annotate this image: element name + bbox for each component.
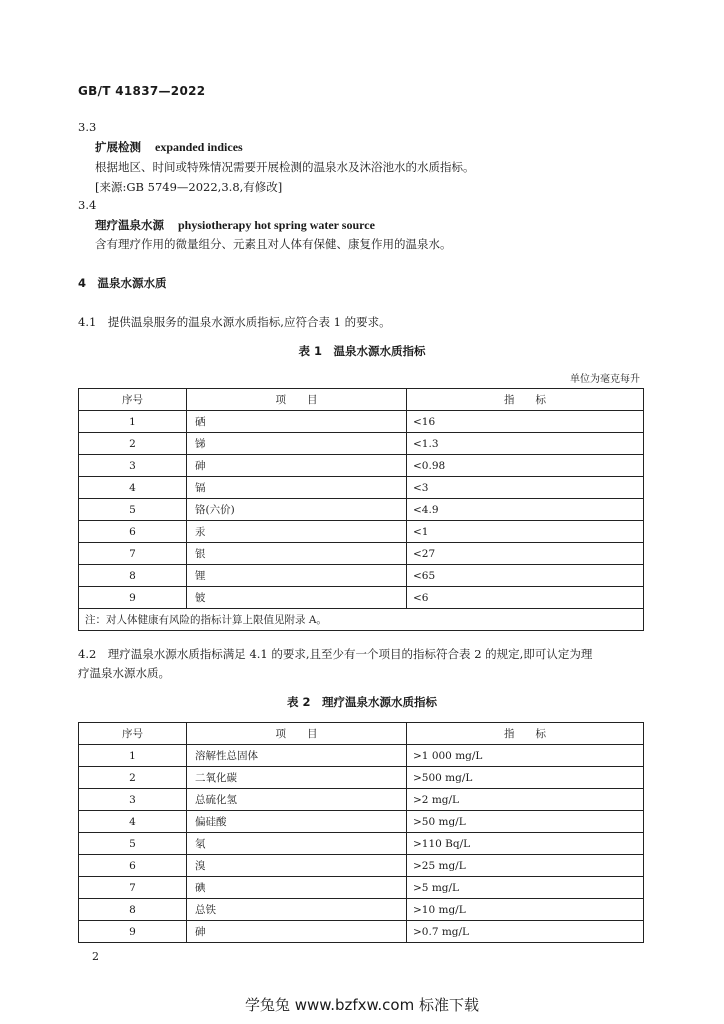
table-row [79, 411, 644, 433]
cell-item: 偏硅酸 [187, 811, 407, 833]
cell-item: 溶解性总固体 [187, 745, 407, 767]
standard-code: GB/T 41837—2022 [78, 84, 206, 98]
table-header-row [79, 723, 644, 745]
table-row [79, 877, 644, 899]
cell-index: >5 mg/L [407, 877, 644, 899]
cell-no: 5 [79, 499, 187, 521]
cell-index: >2 mg/L [407, 789, 644, 811]
cell-item: 镉 [187, 477, 407, 499]
cell-index: <1 [407, 521, 644, 543]
table-row [79, 811, 644, 833]
cell-item: 锑 [187, 433, 407, 455]
cell-item: 总硫化氢 [187, 789, 407, 811]
cell-no: 9 [79, 587, 187, 609]
cell-index: <4.9 [407, 499, 644, 521]
cell-no: 5 [79, 833, 187, 855]
clause-3-3-term [95, 139, 243, 155]
clause-3-4-term [95, 217, 375, 233]
cell-item: 二氧化碳 [187, 767, 407, 789]
table-row [79, 745, 644, 767]
col-header-index: 指 标 [407, 723, 644, 745]
cell-no: 4 [79, 477, 187, 499]
term-cn: 扩展检测 [95, 140, 141, 154]
table-note-row [79, 609, 644, 631]
table-2-caption: 表 2 理疗温泉水源水质指标 [286, 695, 437, 709]
col-header-no: 序号 [79, 389, 187, 411]
cell-index: >10 mg/L [407, 899, 644, 921]
cell-item: 铍 [187, 587, 407, 609]
cell-no: 1 [79, 411, 187, 433]
table-row [79, 499, 644, 521]
cell-no: 7 [79, 543, 187, 565]
table-row [79, 565, 644, 587]
clause-3-4-definition: 含有理疗作用的微量组分、元素且对人体有保健、康复作用的温泉水。 [95, 237, 452, 251]
table-row [79, 433, 644, 455]
table-row [79, 855, 644, 877]
cell-no: 4 [79, 811, 187, 833]
cell-index: >500 mg/L [407, 767, 644, 789]
table-2 [78, 722, 644, 943]
cell-item: 汞 [187, 521, 407, 543]
cell-item: 银 [187, 543, 407, 565]
clause-4-1: 4.1 提供温泉服务的温泉水源水质指标,应符合表 1 的要求。 [78, 315, 391, 329]
cell-no: 2 [79, 767, 187, 789]
table-row [79, 899, 644, 921]
table-row [79, 767, 644, 789]
cell-no: 7 [79, 877, 187, 899]
table-1-note: 注：对人体健康有风险的指标计算上限值见附录 A。 [79, 609, 644, 631]
cell-item: 溴 [187, 855, 407, 877]
cell-item: 总铁 [187, 899, 407, 921]
cell-index: >1 000 mg/L [407, 745, 644, 767]
cell-no: 3 [79, 789, 187, 811]
cell-index: <16 [407, 411, 644, 433]
col-header-index: 指 标 [407, 389, 644, 411]
col-header-no: 序号 [79, 723, 187, 745]
cell-item: 砷 [187, 921, 407, 943]
cell-index: <3 [407, 477, 644, 499]
cell-no: 1 [79, 745, 187, 767]
table-row [79, 587, 644, 609]
term-en: physiotherapy hot spring water source [178, 218, 375, 232]
footer-watermark: 学兔兔 www.bzfxw.com 标准下载 [245, 996, 479, 1014]
col-header-item: 项 目 [187, 389, 407, 411]
cell-item: 锂 [187, 565, 407, 587]
cell-index: >50 mg/L [407, 811, 644, 833]
col-header-item: 项 目 [187, 723, 407, 745]
cell-item: 氡 [187, 833, 407, 855]
cell-no: 2 [79, 433, 187, 455]
clause-3-3-source: [来源:GB 5749—2022,3.8,有修改] [95, 180, 283, 194]
table-row [79, 455, 644, 477]
table-row [79, 833, 644, 855]
term-cn: 理疗温泉水源 [95, 218, 164, 232]
cell-item: 硒 [187, 411, 407, 433]
table-row [79, 521, 644, 543]
table-row [79, 789, 644, 811]
table-row [79, 477, 644, 499]
table-1-unit: 单位为毫克每升 [570, 374, 640, 385]
cell-index: <1.3 [407, 433, 644, 455]
table-header-row [79, 389, 644, 411]
section-4-heading: 4 温泉水源水质 [78, 276, 167, 290]
clause-3-3-number: 3.3 [78, 120, 97, 134]
cell-item: 碘 [187, 877, 407, 899]
table-1 [78, 388, 644, 631]
cell-index: <65 [407, 565, 644, 587]
table-row [79, 921, 644, 943]
cell-index: >110 Bq/L [407, 833, 644, 855]
table-row [79, 543, 644, 565]
cell-index: >25 mg/L [407, 855, 644, 877]
cell-index: <27 [407, 543, 644, 565]
cell-index: <6 [407, 587, 644, 609]
clause-4-2-line-2: 疗温泉水源水质。 [78, 666, 170, 680]
cell-no: 8 [79, 899, 187, 921]
cell-no: 6 [79, 855, 187, 877]
cell-no: 8 [79, 565, 187, 587]
cell-index: >0.7 mg/L [407, 921, 644, 943]
page-number: 2 [92, 950, 99, 963]
cell-no: 3 [79, 455, 187, 477]
cell-no: 9 [79, 921, 187, 943]
cell-item: 砷 [187, 455, 407, 477]
cell-index: <0.98 [407, 455, 644, 477]
cell-item: 铬(六价) [187, 499, 407, 521]
clause-3-4-number: 3.4 [78, 198, 97, 212]
clause-3-3-definition: 根据地区、时间或特殊情况需要开展检测的温泉水及沐浴池水的水质指标。 [95, 160, 475, 174]
cell-no: 6 [79, 521, 187, 543]
table-1-caption: 表 1 温泉水源水质指标 [298, 344, 426, 358]
term-en: expanded indices [155, 140, 243, 154]
clause-4-2-line-1: 4.2 理疗温泉水源水质指标满足 4.1 的要求,且至少有一个项目的指标符合表 2 的规定,即可认定为理 [78, 647, 593, 661]
